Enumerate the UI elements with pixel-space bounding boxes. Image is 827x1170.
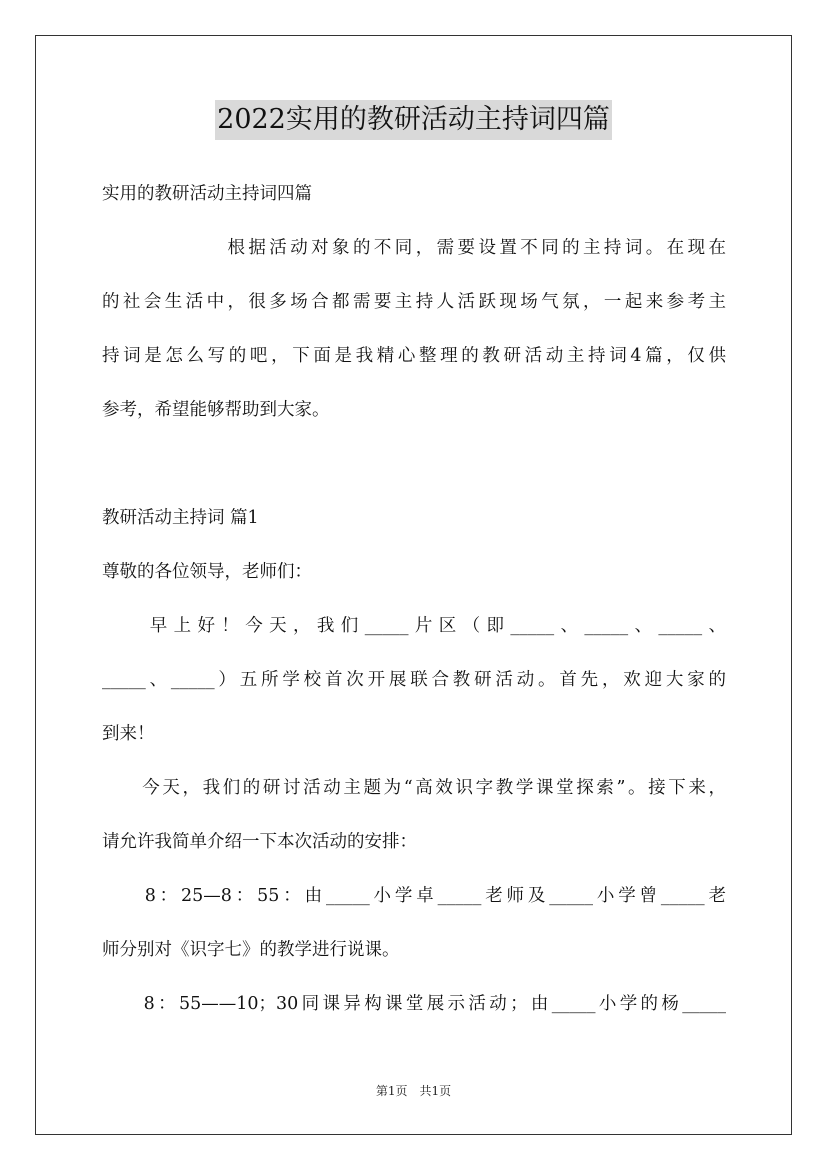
paragraph-line: _____、_____）五所学校首次开展联合教研活动。首先，欢迎大家的 [102,670,726,690]
intro-line-4: 参考，希望能够帮助到大家。 [102,400,330,420]
paragraph-line: 请允许我简单介绍一下本次活动的安排： [102,832,417,852]
schedule-line: 8：55——10；30同课异构课堂展示活动；由_____小学的杨_____ [102,994,726,1014]
paragraph-line: 早上好！今天，我们_____片区（即_____、_____、_____、 [102,616,726,636]
paragraph-line: 到来！ [102,724,155,744]
section-heading: 教研活动主持词 篇1 [102,508,259,528]
schedule-line: 8：25—8：55：由_____小学卓_____老师及_____小学曾_____老 [102,886,726,906]
schedule-line: 师分别对《识字七》的教学进行说课。 [102,940,400,960]
greeting-line: 尊敬的各位领导，老师们： [102,562,312,582]
intro-line-2: 的社会生活中，很多场合都需要主持人活跃现场气氛，一起来参考主 [102,292,726,312]
intro-line-1: 根据活动对象的不同，需要设置不同的主持词。在现在 [102,238,726,258]
subtitle-line: 实用的教研活动主持词四篇 [102,184,312,204]
paragraph-line: 今天，我们的研讨活动主题为“高效识字教学课堂探索”。接下来， [102,778,726,798]
document-title: 2022实用的教研活动主持词四篇 [215,100,612,140]
title-wrap [0,100,827,140]
blank-line [102,437,726,491]
document-body [102,167,726,1031]
intro-line-3: 持词是怎么写的吧，下面是我精心整理的教研活动主持词4篇，仅供 [102,346,726,366]
page-footer: 第1页 共1页 [375,1084,452,1098]
